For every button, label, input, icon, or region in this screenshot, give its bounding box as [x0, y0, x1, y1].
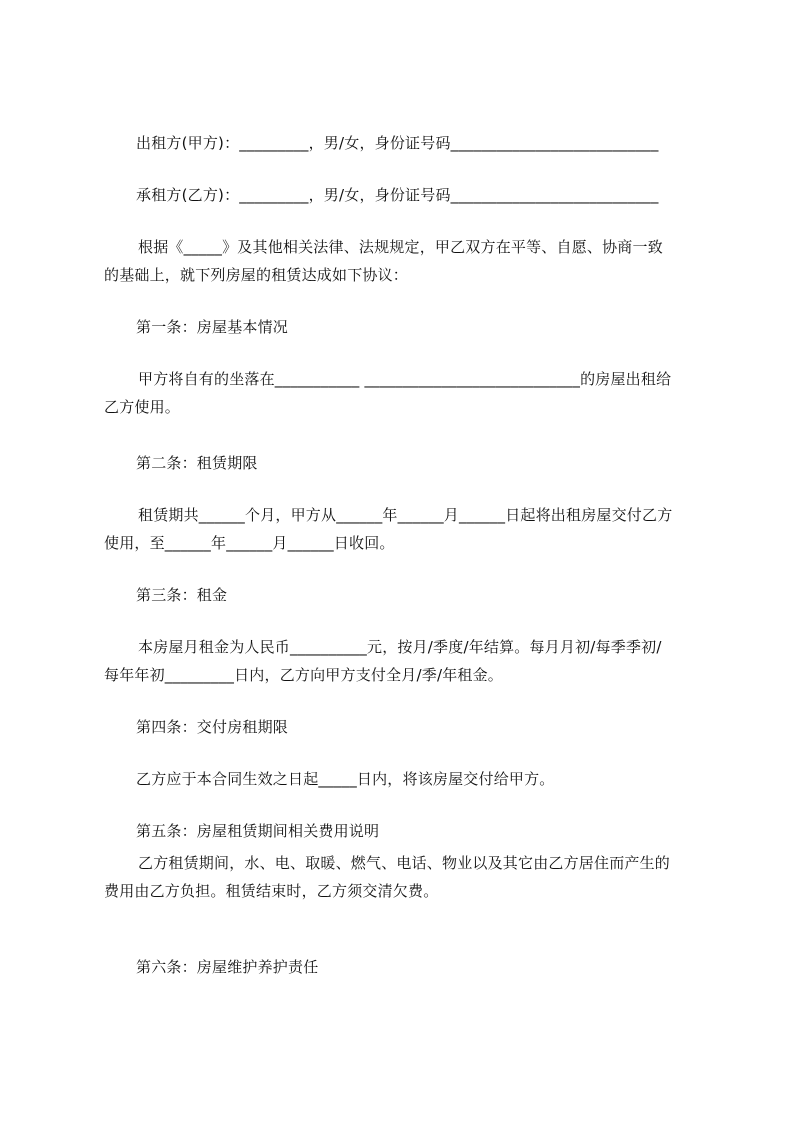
article-1-heading: 第一条：房屋基本情况	[136, 318, 289, 336]
lessor-line: 出租方(甲方)：_________，男/女，身份证号码___________________________	[136, 134, 659, 152]
article-3-text-line-2: 每年年初_________日内，乙方向甲方支付全月/季/年租金。	[104, 666, 504, 684]
lessee-line: 承租方(乙方)：_________，男/女，身份证号码___________________________	[136, 186, 659, 204]
article-3-text-line-1: 本房屋月租金为人民币__________元，按月/季度/年结算。每月月初/每季季初/	[138, 638, 662, 656]
article-3-heading: 第三条：租金	[136, 586, 228, 604]
article-2-heading: 第二条：租赁期限	[136, 454, 258, 472]
article-2-text-line-1: 租赁期共______个月，甲方从______年______月______日起将出租房屋交付乙方	[138, 506, 673, 524]
article-4-text: 乙方应于本合同生效之日起_____日内，将该房屋交付给甲方。	[136, 770, 555, 788]
article-6-heading: 第六条：房屋维护养护责任	[136, 958, 319, 976]
article-1-text-line-2: 乙方使用。	[104, 398, 181, 416]
preamble-line-1: 根据《_____》及其他相关法律、法规规定，甲乙双方在平等、自愿、协商一致	[138, 238, 663, 256]
article-4-heading: 第四条：交付房租期限	[136, 718, 289, 736]
article-1-text-line-1: 甲方将自有的坐落在___________ ____________________________的房屋出租给	[138, 370, 672, 388]
preamble-line-2: 的基础上，就下列房屋的租赁达成如下协议：	[104, 266, 409, 284]
article-5-heading: 第五条：房屋租赁期间相关费用说明	[136, 822, 380, 840]
article-2-text-line-2: 使用，至______年______月______日收回。	[104, 534, 395, 552]
article-5-text-line-1: 乙方租赁期间，水、电、取暖、燃气、电话、物业以及其它由乙方居住而产生的	[138, 854, 671, 872]
article-5-text-line-2: 费用由乙方负担。租赁结束时，乙方须交清欠费。	[104, 882, 439, 900]
